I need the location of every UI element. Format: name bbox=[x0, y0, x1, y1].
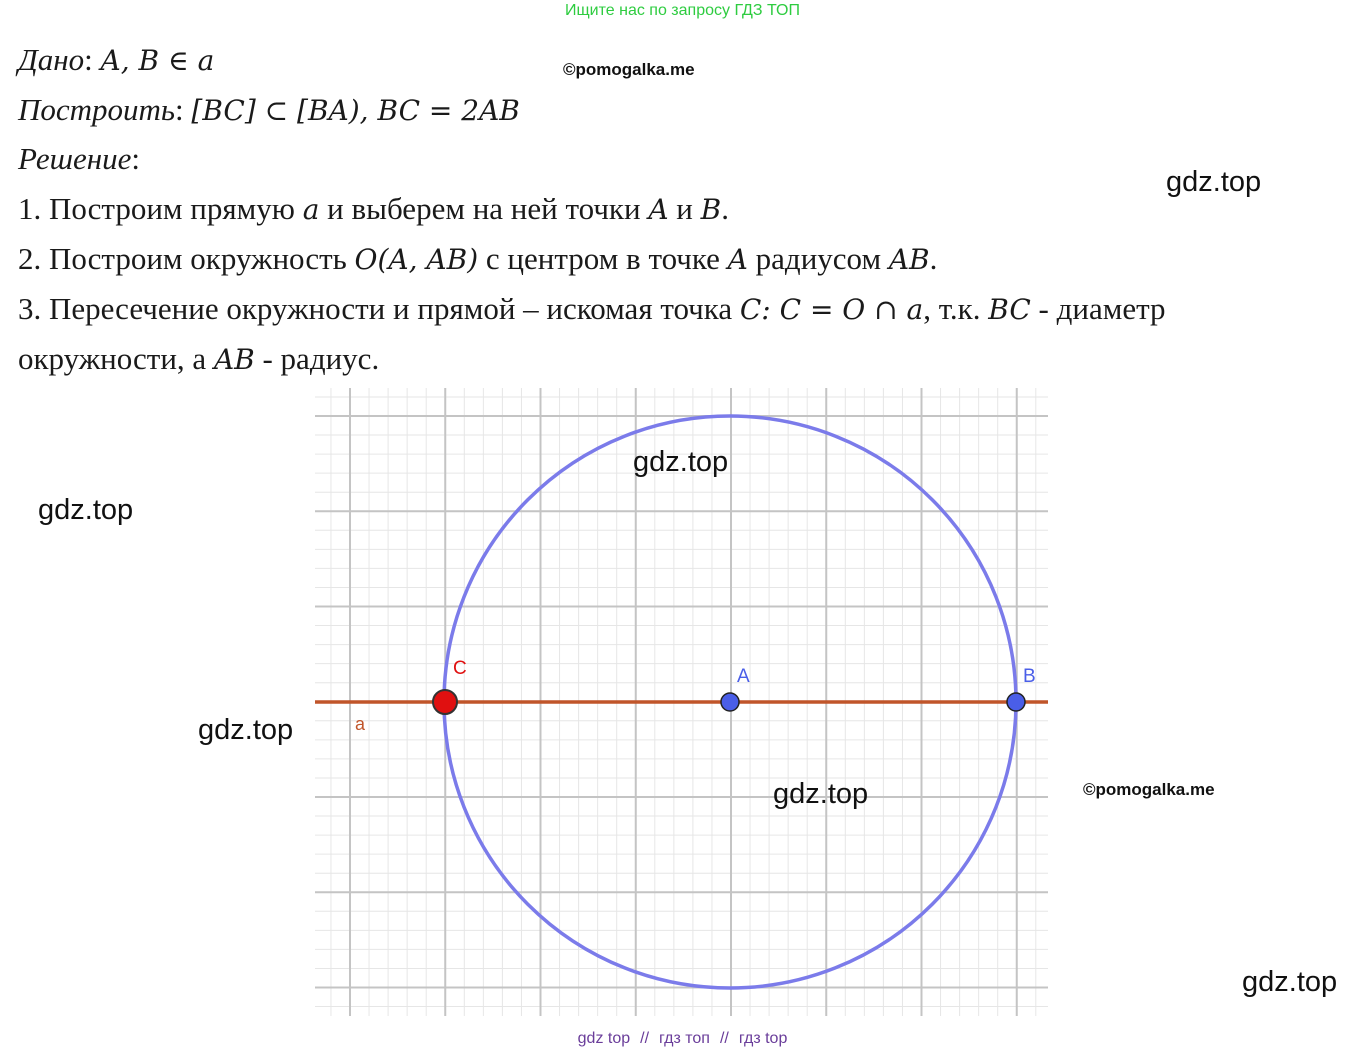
footer-item-1: gdz top bbox=[577, 1030, 631, 1047]
step3-math-BC: BC bbox=[988, 293, 1031, 326]
step1-math-B: B bbox=[700, 193, 722, 226]
given-label: Дано bbox=[18, 42, 85, 77]
watermark-gdz-5: gdz.top bbox=[633, 446, 729, 478]
step-3 bbox=[18, 291, 1166, 327]
step1-text-b: и выберем на ней точки bbox=[319, 191, 649, 226]
step3-text-c: - диаметр bbox=[1030, 291, 1166, 326]
construct-math: [BC] ⊂ [BA), BC = 2AB bbox=[191, 94, 520, 127]
given-math: A, B ∈ a bbox=[100, 44, 215, 77]
label-C: C bbox=[453, 658, 467, 679]
step1-text-c: и bbox=[668, 191, 701, 226]
step2-text-c: радиусом bbox=[747, 241, 889, 276]
point-B bbox=[1007, 693, 1025, 711]
step2-text-b: с центром в точке bbox=[478, 241, 728, 276]
label-A: A bbox=[737, 666, 750, 687]
step1-text: 1. Построим прямую bbox=[18, 191, 303, 226]
step-3-cont bbox=[18, 341, 379, 377]
solution-label: Решение bbox=[18, 141, 132, 176]
step2-text: 2. Построим окружность bbox=[18, 241, 355, 276]
watermark-pomogalka-right: ©pomogalka.me bbox=[1083, 780, 1215, 799]
step-2 bbox=[18, 241, 937, 277]
watermark-pomogalka-top: ©pomogalka.me bbox=[563, 60, 695, 79]
point-A bbox=[721, 693, 739, 711]
step3-text-b: , т.к. bbox=[923, 291, 989, 326]
watermark-gdz-6: gdz.top bbox=[773, 778, 869, 810]
step4-math-AB: AB bbox=[213, 343, 255, 376]
step4-text-b: - радиус. bbox=[254, 341, 380, 376]
label-line-a: a bbox=[355, 714, 366, 734]
step1-text-d: . bbox=[721, 191, 729, 226]
watermark-gdz-4: gdz.top bbox=[1242, 966, 1338, 998]
point-C bbox=[433, 690, 457, 714]
step1-math-a: a bbox=[302, 193, 320, 226]
step4-text: окружности, а bbox=[18, 341, 214, 376]
construct-line: Построить: [BC] ⊂ [BA), BC = 2AB bbox=[18, 92, 520, 127]
footer-sep-1: // bbox=[640, 1030, 650, 1047]
solution-line: Решение: bbox=[18, 141, 140, 176]
step2-math-AB: AB bbox=[888, 243, 930, 276]
step1-math-A: A bbox=[648, 193, 669, 226]
step-1 bbox=[18, 191, 729, 227]
watermark-gdz-1: gdz.top bbox=[1166, 166, 1262, 198]
footer-sep-2: // bbox=[719, 1030, 729, 1047]
watermark-gdz-2: gdz.top bbox=[38, 494, 134, 526]
footer-item-2: гдз топ bbox=[659, 1030, 710, 1047]
step3-math: C: C = O ∩ a bbox=[739, 293, 924, 326]
footer-item-3: гдз top bbox=[738, 1030, 788, 1047]
label-B: B bbox=[1023, 666, 1036, 687]
step2-math-circle: O(A, AB) bbox=[354, 243, 479, 276]
top-banner: Ищите нас по запросу ГДЗ ТОП bbox=[565, 2, 800, 19]
given-line: Дано: A, B ∈ a bbox=[18, 42, 215, 77]
step2-text-d: . bbox=[929, 241, 938, 276]
footer bbox=[0, 1030, 1365, 1048]
step3-text: 3. Пересечение окружности и прямой – искомая точка bbox=[18, 291, 740, 326]
step2-math-A: A bbox=[727, 243, 748, 276]
construct-label: Построить bbox=[18, 92, 176, 127]
watermark-gdz-3: gdz.top bbox=[198, 714, 294, 746]
geometry-figure bbox=[315, 388, 1050, 1018]
